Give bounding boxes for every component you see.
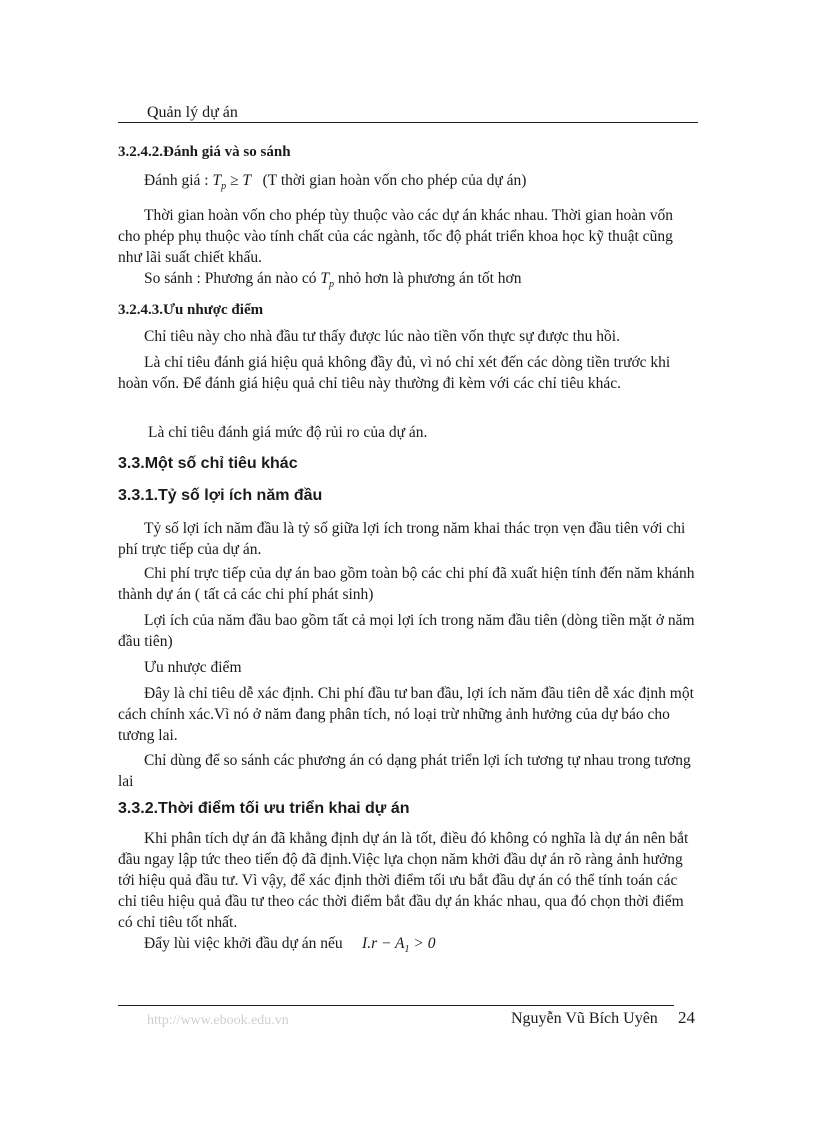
evaluation-prefix: Đánh giá :	[144, 172, 209, 189]
paragraph: Chi phí trực tiếp của dự án bao gồm toàn bộ các chi phí đã xuất hiện tính đến năm khánh thành dự án ( tất cả các chi phí phát sinh)	[118, 565, 695, 603]
paragraph: Là chỉ tiêu đánh giá mức độ rủi ro của dự án.	[148, 424, 428, 441]
paragraph: Ưu nhược điểm	[144, 659, 242, 676]
paragraph: Tỷ số lợi ích năm đầu là tỷ số giữa lợi ích trong năm khai thác trọn vẹn đầu tiên với chi phí trực tiếp của dự án.	[118, 520, 686, 558]
compare-prefix: So sánh : Phương án nào có	[144, 270, 317, 287]
heading-3-2-4-3: 3.2.4.3.Ưu nhược điểm	[118, 302, 264, 318]
evaluation-formula: $T_p \ge T$	[212, 172, 251, 193]
footer-divider	[118, 1005, 674, 1006]
paragraph: Chỉ tiêu này cho nhà đầu tư thấy được lúc nào tiền vốn thực sự được thu hồi.	[144, 328, 620, 345]
heading-3-3-2: 3.3.2.Thời điểm tối ưu triển khai dự án	[118, 800, 410, 817]
heading-3-2-4-2: 3.2.4.2.Đánh giá và so sánh	[118, 144, 291, 160]
page-number: 24	[678, 1008, 695, 1027]
heading-3-3-1: 3.3.1.Tỷ số lợi ích năm đầu	[118, 487, 323, 504]
heading-3-3: 3.3.Một số chỉ tiêu khác	[118, 455, 298, 472]
footer-author: Nguyễn Vũ Bích Uyên	[511, 1010, 658, 1027]
paragraph: Chỉ dùng để so sánh các phương án có dạng phát triển lợi ích tương tự nhau trong tương lai	[118, 752, 691, 790]
header-divider	[118, 122, 698, 123]
paragraph: Khi phân tích dự án đã khẳng định dự án là tốt, điều đó không có nghĩa là dự án nên bắt đầu ngay lập tức theo tiến độ đã định.Việc lựa chọn năm khởi đầu dự án rõ ràng ảnh hưởng tới hiệu quả đầu tư. Vì vậy, để xác định thời điểm tối ưu bắt đầu dự án có thể tính toán các chỉ tiêu hiệu quả đầu tư theo các thời điểm bắt đầu dự án khác nhau, qua đó chọn thời điểm có chỉ tiêu tốt nhất.	[118, 830, 689, 931]
compare-line	[118, 268, 698, 295]
defer-condition-line	[118, 933, 698, 960]
page-header-title: Quản lý dự án	[147, 104, 238, 121]
defer-prefix: Đẩy lùi việc khởi đầu dự án nếu	[144, 935, 343, 952]
paragraph: Là chỉ tiêu đánh giá hiệu quả không đầy đủ, vì nó chỉ xét đến các dòng tiền trước khi hoàn vốn. Để đánh giá hiệu quả chỉ tiêu này thường đi kèm với các chỉ tiêu khác.	[118, 354, 671, 392]
defer-formula: $I.r - A_1 > 0$	[362, 935, 436, 956]
evaluation-line	[118, 170, 698, 197]
footer-watermark-url: http://www.ebook.edu.vn	[147, 1013, 289, 1028]
paragraph: Thời gian hoàn vốn cho phép tùy thuộc vào các dự án khác nhau. Thời gian hoàn vốn cho phép phụ thuộc vào tính chất của các ngành, tốc độ phát triển khoa học kỹ thuật cũng như lãi suất chiết khấu.	[118, 207, 673, 266]
compare-variable: $T_p$	[320, 270, 334, 291]
paragraph: Đây là chỉ tiêu dễ xác định. Chi phí đầu tư ban đầu, lợi ích năm đầu tiên dễ xác định một cách chính xác.Vì nó ở năm đang phân tích, nó loại trừ những ảnh hưởng của dự báo cho tương lai.	[118, 685, 694, 744]
compare-suffix: nhỏ hơn là phương án tốt hơn	[337, 270, 522, 287]
paragraph: Lợi ích của năm đầu bao gồm tất cả mọi lợi ích trong năm đầu tiên (dòng tiền mặt ở năm đầu tiên)	[118, 612, 695, 650]
evaluation-note: (T thời gian hoàn vốn cho phép của dự án)	[262, 172, 527, 189]
